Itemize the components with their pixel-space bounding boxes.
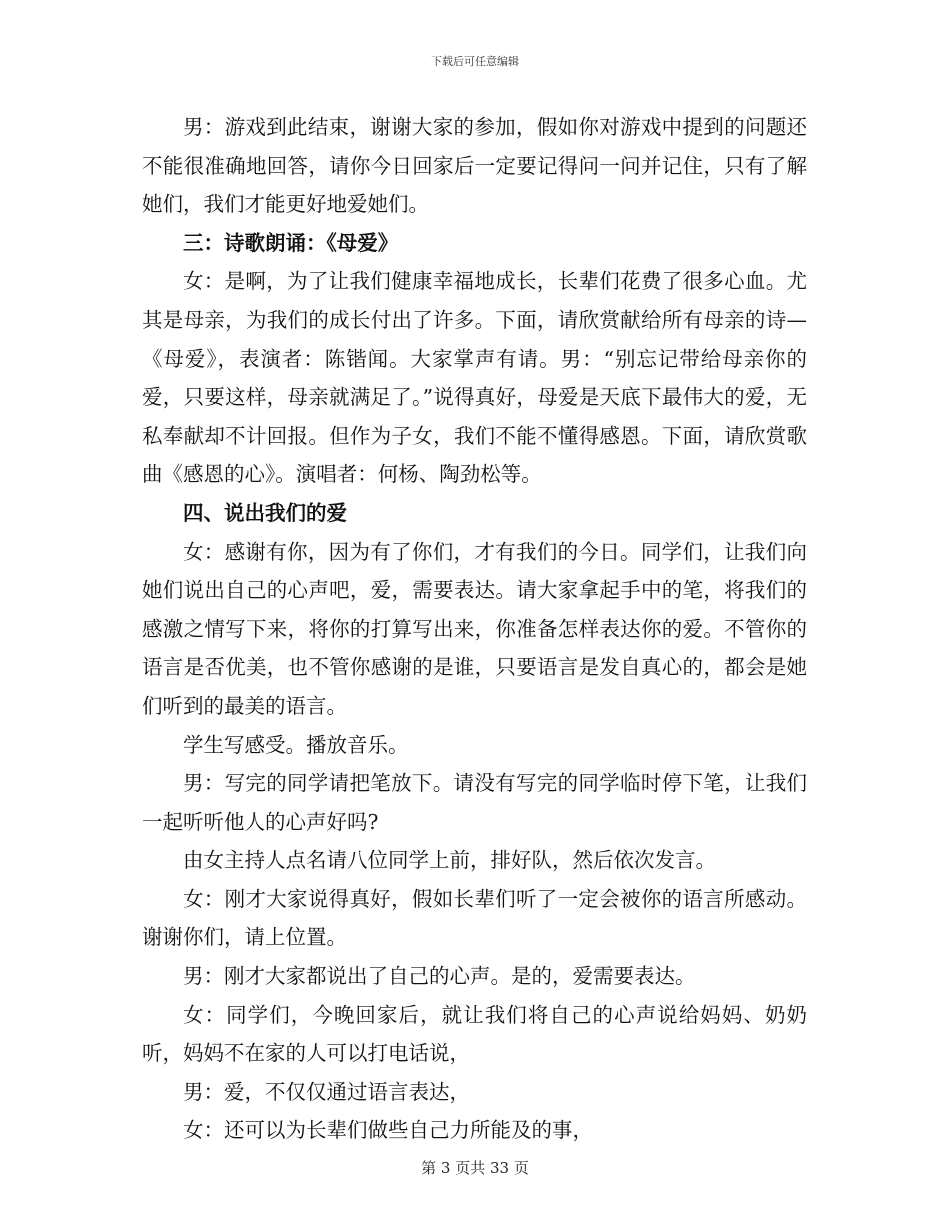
paragraph: 男：游戏到此结束，谢谢大家的参加，假如你对游戏中提到的问题还不能很准确地回答，请你今日回家后一定要记得问一问并记住，只有了解她们，我们才能更好地爱她们。 bbox=[142, 115, 807, 217]
document-body bbox=[142, 108, 807, 1150]
paragraph: 女：感谢有你，因为有了你们，才有我们的今日。同学们，让我们向她们说出自己的心声吧，爱，需要表达。请大家拿起手中的笔，将我们的感激之情写下来，将你的打算写出来，你准备怎样表达你的爱。不管你的语言是否优美，也不管你感谢的是谁，只要语言是发自真心的，都会是她们听到的最美的语言。 bbox=[142, 539, 807, 718]
paragraph: 女：同学们，今晚回家后，就让我们将自己的心声说给妈妈、奶奶听，妈妈不在家的人可以打电话说， bbox=[142, 1002, 807, 1066]
page-footer: 第 3 页共 33 页 bbox=[421, 1159, 529, 1177]
paragraph: 男：爱，不仅仅通过语言表达， bbox=[183, 1079, 470, 1104]
paragraph: 女：刚才大家说得真好，假如长辈们听了一定会被你的语言所感动。谢谢你们，请上位置。 bbox=[142, 886, 807, 950]
paragraph: 女：还可以为长辈们做些自己力所能及的事， bbox=[183, 1118, 593, 1143]
paragraph: 男：写完的同学请把笔放下。请没有写完的同学临时停下笔，让我们一起听听他人的心声好吗? bbox=[142, 771, 807, 834]
paragraph: 学生写感受。播放音乐。 bbox=[183, 732, 409, 757]
paragraph: 女：是啊，为了让我们健康幸福地成长，长辈们花费了很多心血。尤其是母亲，为我们的成长付出了许多。下面，请欣赏献给所有母亲的诗—《母爱》，表演者：陈锴闻。大家掌声有请。男：“别忘记带给母亲你的爱，只要这样，母亲就满足了。”说得真好，母爱是天底下最伟大的爱，无私奉献却不计回报。但作为子女，我们不能不懂得感恩。下面，请欣赏歌曲《感恩的心》。演唱者：何杨、陶劲松等。 bbox=[142, 269, 807, 487]
paragraph: 由女主持人点名请八位同学上前，排好队，然后依次发言。 bbox=[183, 848, 716, 873]
section-heading-love: 四、说出我们的爱 bbox=[183, 500, 347, 525]
paragraph: 男：刚才大家都说出了自己的心声。是的，爱需要表达。 bbox=[183, 964, 696, 989]
page-header: 下载后可任意编辑 bbox=[431, 55, 519, 68]
section-heading-poetry: 三：诗歌朗诵：《母爱》 bbox=[183, 230, 399, 255]
